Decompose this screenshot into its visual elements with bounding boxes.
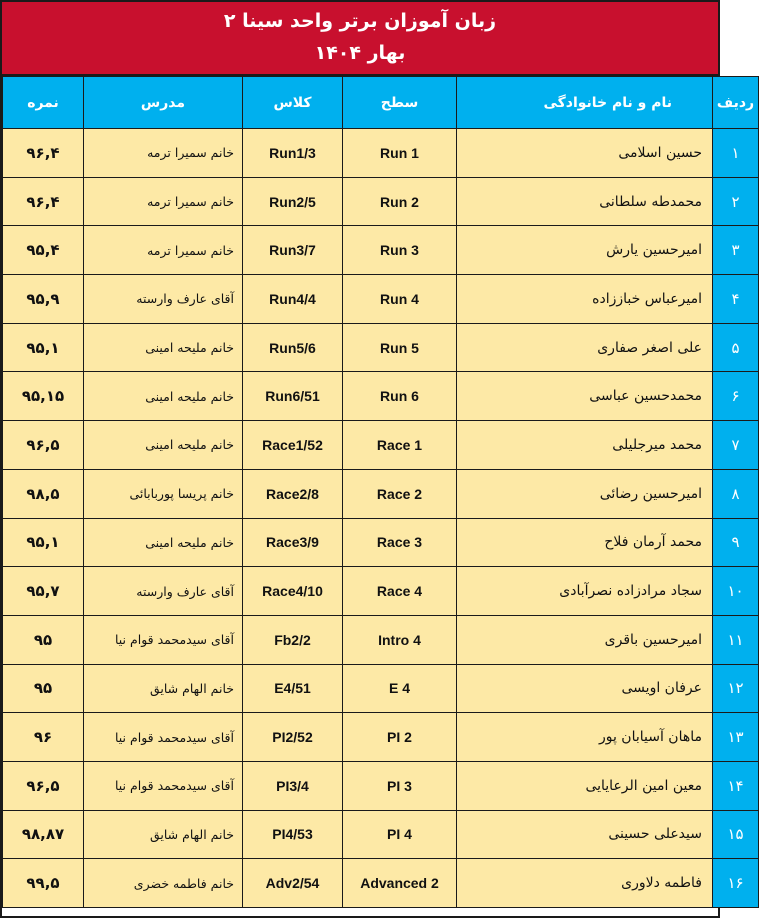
header-level: سطح (343, 77, 457, 129)
teacher-cell: آقای عارف وارسته (84, 567, 243, 616)
class-cell: Run5/6 (243, 323, 343, 372)
teacher-cell: آقای عارف وارسته (84, 275, 243, 324)
student-name: فاطمه دلاوری (457, 859, 713, 908)
level-cell: Race 1 (343, 421, 457, 470)
student-name: ماهان آسیابان پور (457, 713, 713, 762)
score-cell: ۹۵ (3, 664, 84, 713)
table-row (3, 761, 759, 810)
student-name: امیرحسین باقری (457, 615, 713, 664)
row-index: ۹ (713, 518, 759, 567)
header-score: نمره (3, 77, 84, 129)
level-cell: PI 3 (343, 761, 457, 810)
table-row (3, 664, 759, 713)
class-cell: Race2/8 (243, 469, 343, 518)
score-cell: ۹۵,۹ (3, 275, 84, 324)
table-row (3, 323, 759, 372)
level-cell: Run 5 (343, 323, 457, 372)
row-index: ۴ (713, 275, 759, 324)
table-row (3, 615, 759, 664)
score-cell: ۹۶,۵ (3, 761, 84, 810)
row-index: ۱۰ (713, 567, 759, 616)
student-name: عرفان اویسی (457, 664, 713, 713)
score-cell: ۹۵,۴ (3, 226, 84, 275)
teacher-cell: خانم ملیحه امینی (84, 421, 243, 470)
teacher-cell: خانم ملیحه امینی (84, 372, 243, 421)
level-cell: Run 3 (343, 226, 457, 275)
student-name: سجاد مرادزاده نصرآبادی (457, 567, 713, 616)
score-cell: ۹۵,۱ (3, 518, 84, 567)
teacher-cell: خانم الهام شایق (84, 664, 243, 713)
row-index: ۸ (713, 469, 759, 518)
class-cell: PI2/52 (243, 713, 343, 762)
table-row (3, 713, 759, 762)
level-cell: Run 4 (343, 275, 457, 324)
student-name: علی اصغر صفاری (457, 323, 713, 372)
score-cell: ۹۸,۸۷ (3, 810, 84, 859)
teacher-cell: خانم فاطمه خضری (84, 859, 243, 908)
teacher-cell: خانم پریسا پوربابائی (84, 469, 243, 518)
level-cell: Run 6 (343, 372, 457, 421)
teacher-cell: آقای سیدمحمد قوام نیا (84, 713, 243, 762)
row-index: ۵ (713, 323, 759, 372)
table-row (3, 129, 759, 178)
class-cell: PI3/4 (243, 761, 343, 810)
class-cell: Run1/3 (243, 129, 343, 178)
row-index: ۱ (713, 129, 759, 178)
level-cell: Intro 4 (343, 615, 457, 664)
page-title: زبان آموزان برتر واحد سینا ۲ (223, 10, 497, 32)
row-index: ۳ (713, 226, 759, 275)
class-cell: Race1/52 (243, 421, 343, 470)
table-row (3, 567, 759, 616)
row-index: ۱۱ (713, 615, 759, 664)
level-cell: Run 2 (343, 177, 457, 226)
score-cell: ۹۸,۵ (3, 469, 84, 518)
title-banner (2, 2, 718, 76)
teacher-cell: خانم ملیحه امینی (84, 518, 243, 567)
students-table (2, 76, 759, 908)
row-index: ۲ (713, 177, 759, 226)
score-cell: ۹۶,۴ (3, 129, 84, 178)
header-index: ردیف (713, 77, 759, 129)
teacher-cell: خانم الهام شایق (84, 810, 243, 859)
header-class: کلاس (243, 77, 343, 129)
student-name: امیرعباس خباززاده (457, 275, 713, 324)
student-name: امیرحسین یارش (457, 226, 713, 275)
table-row (3, 421, 759, 470)
class-cell: PI4/53 (243, 810, 343, 859)
score-cell: ۹۵,۷ (3, 567, 84, 616)
level-cell: Run 1 (343, 129, 457, 178)
table-row (3, 810, 759, 859)
class-cell: Fb2/2 (243, 615, 343, 664)
table-header-row (3, 77, 759, 129)
table-row (3, 469, 759, 518)
score-cell: ۹۶,۵ (3, 421, 84, 470)
score-cell: ۹۶,۴ (3, 177, 84, 226)
row-index: ۶ (713, 372, 759, 421)
class-cell: Run6/51 (243, 372, 343, 421)
class-cell: Adv2/54 (243, 859, 343, 908)
level-cell: E 4 (343, 664, 457, 713)
row-index: ۱۴ (713, 761, 759, 810)
student-name: محمد میرجلیلی (457, 421, 713, 470)
row-index: ۱۲ (713, 664, 759, 713)
class-cell: Run3/7 (243, 226, 343, 275)
class-cell: Run2/5 (243, 177, 343, 226)
teacher-cell: خانم سمیرا ترمه (84, 129, 243, 178)
teacher-cell: آقای سیدمحمد قوام نیا (84, 615, 243, 664)
table-row (3, 177, 759, 226)
score-cell: ۹۶ (3, 713, 84, 762)
class-cell: Race3/9 (243, 518, 343, 567)
table-row (3, 275, 759, 324)
student-name: امیرحسین رضائی (457, 469, 713, 518)
level-cell: Advanced 2 (343, 859, 457, 908)
table-row (3, 372, 759, 421)
row-index: ۱۵ (713, 810, 759, 859)
class-cell: Race4/10 (243, 567, 343, 616)
row-index: ۷ (713, 421, 759, 470)
score-cell: ۹۵,۱ (3, 323, 84, 372)
header-name: نام و نام خانوادگی (457, 77, 713, 129)
teacher-cell: خانم سمیرا ترمه (84, 177, 243, 226)
header-teacher: مدرس (84, 77, 243, 129)
student-name: حسین اسلامی (457, 129, 713, 178)
level-cell: PI 4 (343, 810, 457, 859)
page-subtitle: بهار ۱۴۰۴ (314, 42, 406, 64)
row-index: ۱۳ (713, 713, 759, 762)
score-cell: ۹۵,۱۵ (3, 372, 84, 421)
table-row (3, 226, 759, 275)
row-index: ۱۶ (713, 859, 759, 908)
teacher-cell: خانم ملیحه امینی (84, 323, 243, 372)
student-name: محمدطه سلطانی (457, 177, 713, 226)
level-cell: PI 2 (343, 713, 457, 762)
score-cell: ۹۵ (3, 615, 84, 664)
score-cell: ۹۹,۵ (3, 859, 84, 908)
level-cell: Race 2 (343, 469, 457, 518)
level-cell: Race 3 (343, 518, 457, 567)
teacher-cell: آقای سیدمحمد قوام نیا (84, 761, 243, 810)
class-cell: E4/51 (243, 664, 343, 713)
level-cell: Race 4 (343, 567, 457, 616)
student-name: سیدعلی حسینی (457, 810, 713, 859)
teacher-cell: خانم سمیرا ترمه (84, 226, 243, 275)
table-row (3, 859, 759, 908)
student-name: محمد آرمان فلاح (457, 518, 713, 567)
student-name: محمدحسین عباسی (457, 372, 713, 421)
table-row (3, 518, 759, 567)
class-cell: Run4/4 (243, 275, 343, 324)
student-name: معین امین الرعایایی (457, 761, 713, 810)
